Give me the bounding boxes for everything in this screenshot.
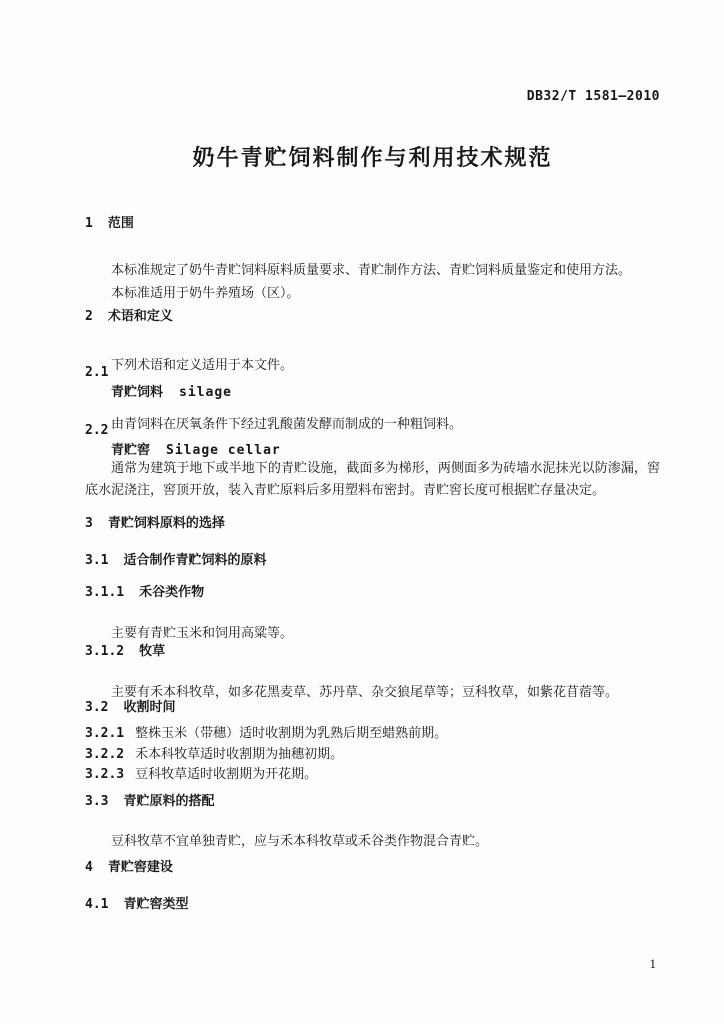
section-3-1-title: 适合制作青贮饲料的原料 xyxy=(123,552,267,567)
term-2-2-definition: 通常为建筑于地下或半地下的青贮设施，截面多为梯形，两侧面多为砖墙水泥抹光以防渗漏，窖底水泥浇注，窖顶开放，装入青贮原料后多用塑料布密封。青贮窖长度可根据贮存量决定。 xyxy=(85,460,660,497)
term-2-1-name-en: silage xyxy=(179,385,232,400)
section-4-1-title: 青贮窖类型 xyxy=(123,896,189,911)
section-3-3-number: 3.3 xyxy=(85,794,109,809)
clause-3-2-1-text: 整株玉米（带穗）适时收割期为乳熟后期至蜡熟前期。 xyxy=(135,725,448,740)
section-3-1-1-title: 禾谷类作物 xyxy=(139,584,205,599)
clause-3-2-1 xyxy=(85,722,660,745)
section-3-1-1-heading xyxy=(85,581,660,604)
section-3-3-paragraph: 豆科牧草不宜单独青贮，应与禾本科牧草或禾谷类作物混合青贮。 xyxy=(111,833,489,848)
term-2-1-number: 2.1 xyxy=(85,365,109,380)
term-2-2-name-en: Silage cellar xyxy=(166,443,281,458)
section-3-2-title: 收割时间 xyxy=(123,699,176,714)
section-1-number: 1 xyxy=(85,216,93,231)
section-3-2-number: 3.2 xyxy=(85,700,109,715)
section-4-1-heading xyxy=(85,893,660,916)
term-2-1-definition: 由青饲料在厌氧条件下经过乳酸菌发酵而制成的一种粗饲料。 xyxy=(111,416,463,431)
doc-title: 奶牛青贮饲料制作与利用技术规范 xyxy=(192,145,553,170)
scope-paragraph-2: 本标准适用于奶牛养殖场（区）。 xyxy=(111,285,300,300)
term-2-2-name: 青贮窖 xyxy=(111,442,151,457)
section-3-1-number: 3.1 xyxy=(85,553,109,568)
section-4-title: 青贮窖建设 xyxy=(107,859,173,874)
section-3-3-title: 青贮原料的搭配 xyxy=(123,793,215,808)
section-3-1-2-heading xyxy=(85,640,660,663)
section-4-number: 4 xyxy=(85,860,93,875)
page-number: 1 xyxy=(649,956,656,971)
section-3-3-heading xyxy=(85,790,660,813)
section-3-1-2-paragraph: 主要有禾本科牧草，如多花黑麦草、苏丹草、杂交狼尾草等；豆科牧草，如紫花苜蓿等。 xyxy=(111,684,619,699)
section-1-heading xyxy=(85,212,660,235)
doc-number: DB32/T 1581—2010 xyxy=(526,89,660,104)
section-3-heading xyxy=(85,512,660,535)
clause-3-2-3-number: 3.2.3 xyxy=(85,767,125,782)
section-2-heading xyxy=(85,305,660,328)
scope-paragraph-1: 本标准规定了奶牛青贮饲料原料质量要求、青贮制作方法、青贮饲料质量鉴定和使用方法。 xyxy=(111,262,632,277)
clause-3-2-3-text: 豆科牧草适时收割期为开花期。 xyxy=(135,766,318,781)
section-3-1-heading xyxy=(85,549,660,572)
clause-3-2-1-number: 3.2.1 xyxy=(85,726,125,741)
section-2-title: 术语和定义 xyxy=(107,308,173,323)
section-3-title: 青贮饲料原料的选择 xyxy=(107,515,225,530)
clause-3-2-2-text: 禾本科牧草适时收割期为抽穗初期。 xyxy=(135,746,344,761)
section-3-2-heading xyxy=(85,696,660,719)
section-3-number: 3 xyxy=(85,516,93,531)
section-1-title: 范围 xyxy=(107,215,134,230)
section-4-1-number: 4.1 xyxy=(85,897,109,912)
section-3-1-1-paragraph: 主要有青贮玉米和饲用高粱等。 xyxy=(111,625,294,640)
terms-intro: 下列术语和定义适用于本文件。 xyxy=(111,357,294,372)
term-2-1-name: 青贮饲料 xyxy=(111,384,164,399)
clause-3-2-2-number: 3.2.2 xyxy=(85,747,125,762)
term-2-2-number: 2.2 xyxy=(85,423,109,438)
clause-3-2-3 xyxy=(85,763,660,786)
section-3-1-1-number: 3.1.1 xyxy=(85,585,125,600)
section-3-1-2-number: 3.1.2 xyxy=(85,644,125,659)
section-3-1-2-title: 牧草 xyxy=(139,643,166,658)
section-4-heading xyxy=(85,856,660,879)
section-2-number: 2 xyxy=(85,309,93,324)
term-2-1-name-line xyxy=(85,381,660,404)
